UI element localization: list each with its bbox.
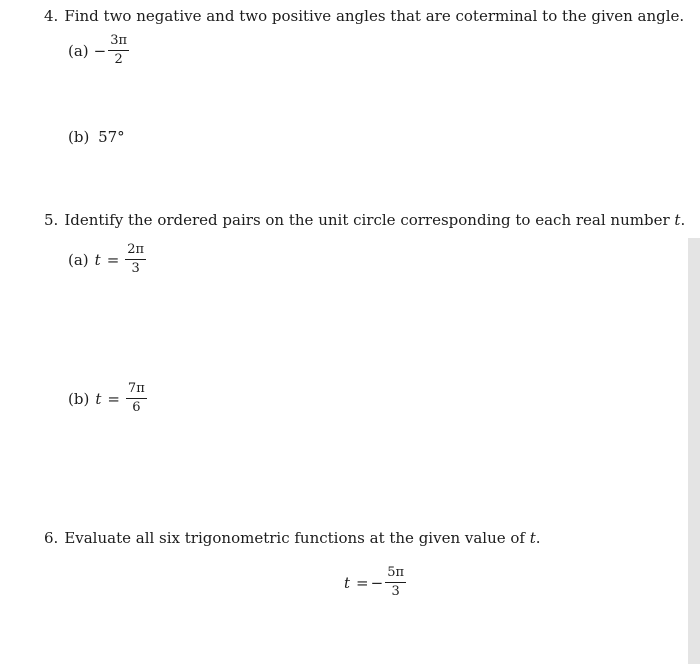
scrollbar-track[interactable]: [688, 238, 700, 664]
problem-text-end: .: [680, 211, 686, 229]
problem-number: 6.: [44, 529, 59, 547]
problem-4: [44, 7, 684, 25]
denominator: 3: [131, 261, 140, 276]
problem-5: [44, 211, 685, 229]
variable-t: t: [94, 250, 101, 269]
problem-5-part-a: [68, 243, 146, 276]
equals-sign: =: [107, 389, 120, 408]
problem-6-display-equation: [344, 566, 406, 599]
fraction: [126, 382, 147, 415]
denominator: 2: [114, 52, 123, 67]
part-label: (b): [68, 128, 90, 146]
problem-text-end: .: [535, 529, 541, 547]
part-value: 57°: [98, 128, 125, 146]
variable-t: t: [529, 529, 536, 547]
variable-t: t: [344, 573, 351, 592]
part-label: (a): [68, 41, 89, 60]
minus-sign: −: [93, 41, 107, 60]
numerator: 3π: [110, 33, 128, 48]
minus-sign: −: [370, 573, 384, 592]
problem-5-part-b: [68, 382, 147, 415]
numerator: 5π: [387, 565, 405, 580]
fraction: [385, 566, 406, 599]
problem-6: [44, 529, 541, 547]
denominator: 6: [132, 400, 141, 415]
numerator: 7π: [127, 381, 145, 396]
problem-number: 4.: [44, 7, 59, 25]
problem-4-part-b: [68, 128, 125, 146]
fraction: [125, 243, 146, 276]
numerator: 2π: [127, 242, 145, 257]
problem-4-part-a: [68, 34, 129, 67]
fraction: [108, 34, 129, 67]
problem-text: Find two negative and two positive angles that are coterminal to the given angle.: [64, 7, 685, 25]
part-label: (a): [68, 250, 89, 269]
equals-sign: =: [356, 573, 369, 592]
variable-t: t: [674, 211, 681, 229]
problem-text: Identify the ordered pairs on the unit circle corresponding to each real number: [64, 211, 670, 229]
problem-text: Evaluate all six trigonometric functions at the given value of: [64, 529, 525, 547]
equals-sign: =: [106, 250, 120, 269]
part-label: (b): [68, 389, 90, 408]
variable-t: t: [95, 389, 102, 408]
denominator: 3: [391, 584, 400, 599]
problem-number: 5.: [44, 211, 59, 229]
